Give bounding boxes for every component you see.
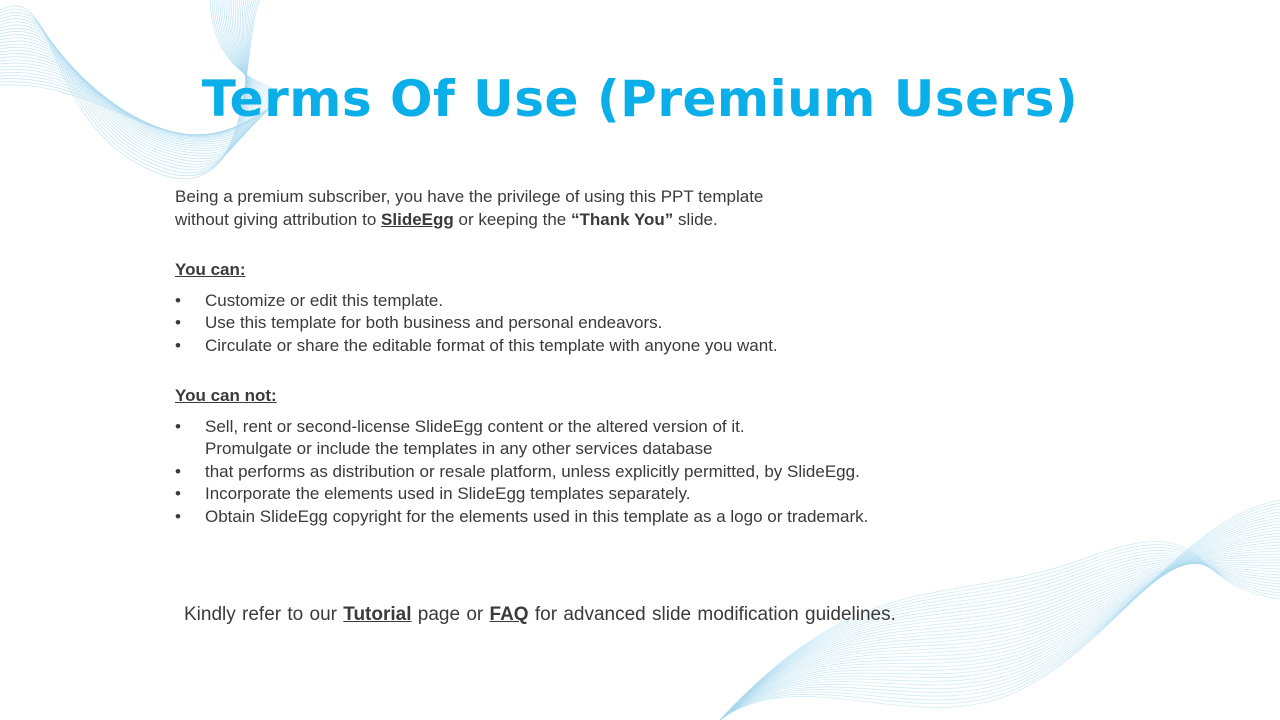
list-item: • Use this template for both business and personal endeavors.	[175, 312, 995, 335]
intro-line-2-suffix: slide.	[678, 209, 718, 229]
you-can-not-heading: You can not:	[175, 386, 277, 405]
you-can-heading: You can:	[175, 260, 246, 279]
list-item: • Customize or edit this template.	[175, 290, 995, 313]
footer-middle: page or	[417, 604, 484, 625]
you-can-list	[175, 290, 995, 358]
you-can-not-list	[175, 416, 995, 529]
terms-content	[175, 186, 995, 556]
footer-note	[184, 604, 1084, 626]
thank-you-text: “Thank You”	[570, 209, 674, 229]
page-title: Terms Of Use (Premium Users)	[201, 70, 1079, 128]
intro-paragraph	[175, 186, 995, 231]
intro-line-2-prefix: without giving attribution to	[175, 209, 377, 229]
faq-link[interactable]: FAQ	[489, 604, 529, 625]
list-item: • Obtain SlideEgg copyright for the elements used in this template as a logo or trademark.	[175, 506, 995, 529]
footer-prefix: Kindly refer to our	[184, 604, 337, 625]
footer-suffix: for advanced slide modification guidelines.	[534, 604, 896, 625]
intro-line-2-mid: or keeping the	[458, 209, 567, 229]
list-item: • Circulate or share the editable format of this template with anyone you want.	[175, 335, 995, 358]
list-item: • Incorporate the elements used in SlideEgg templates separately.	[175, 483, 995, 506]
tutorial-link[interactable]: Tutorial	[343, 604, 412, 625]
list-item: • that performs as distribution or resale platform, unless explicitly permitted, by SlideEgg.	[175, 461, 995, 484]
list-item: • Sell, rent or second-license SlideEgg content or the altered version of it.	[175, 416, 995, 439]
intro-line-1: Being a premium subscriber, you have the privilege of using this PPT template	[175, 187, 764, 206]
slideegg-link[interactable]: SlideEgg	[381, 209, 454, 229]
list-item: Promulgate or include the templates in any other services database	[205, 439, 713, 458]
